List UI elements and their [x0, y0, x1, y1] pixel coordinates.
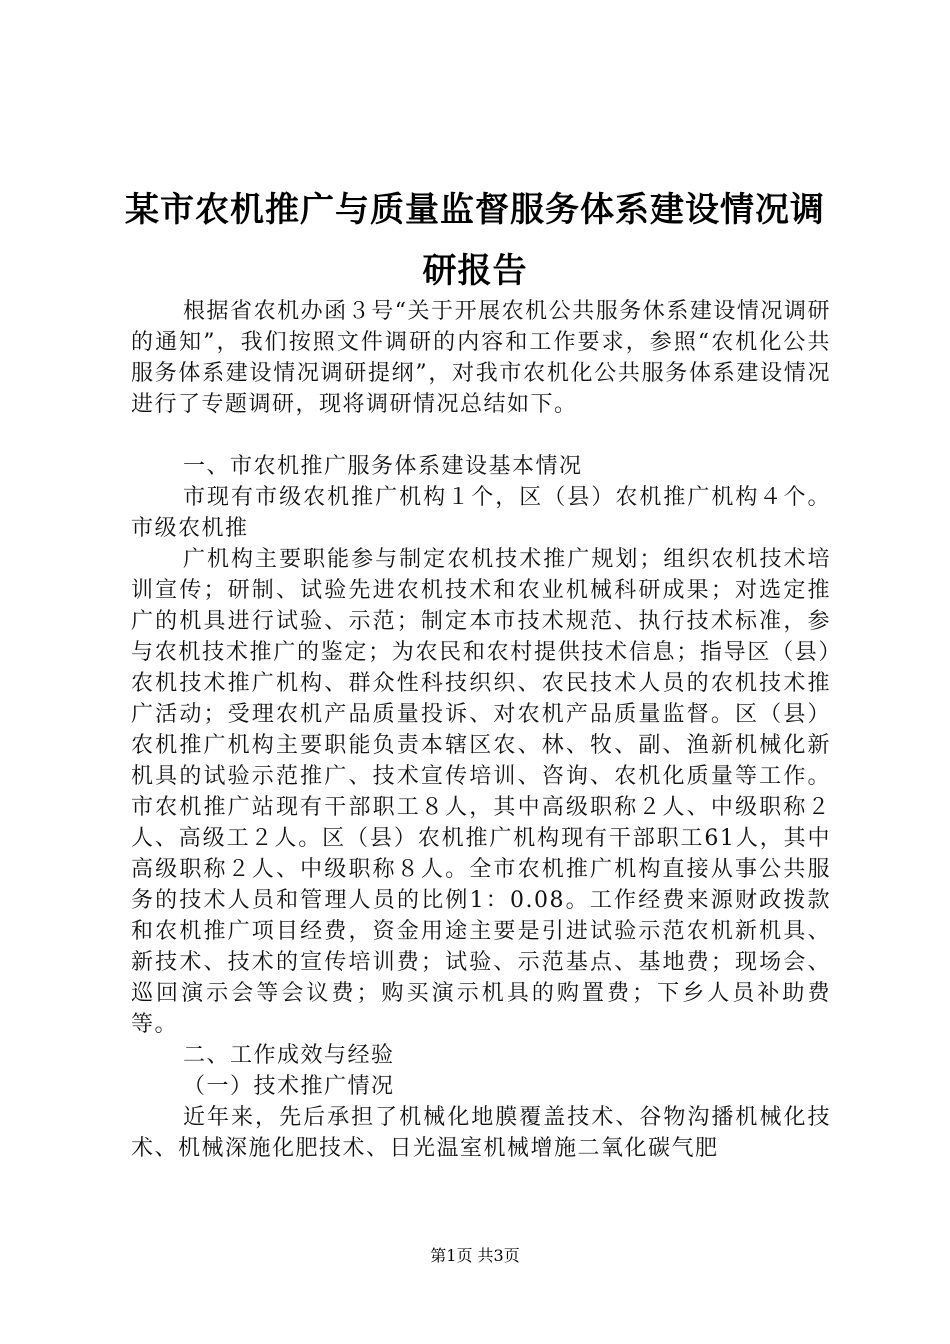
section-1-paragraph-2: 广机构主要职能参与制定农机技术推广规划；组织农机技术培训宣传；研制、试验先进农机技术和农业机械科研成果；对选定推广的机具进行试验、示范；制定本市技术规范、执行技术标准，参与农机技术推广的鉴定；为农民和农村提供技术信息；指导区（县）农机技术推广机构、群众性科技织织、农民技术人员的农机技术推广活动；受理农机产品质量投诉、对农机产品质量监督。区（县）农机推广机构主要职能负责本辖区农、林、牧、副、渔新机械化新机具的试验示范推广、技术宣传培训、咨询、农机化质量等工作。市农机推广站现有干部职工８人，其中高级职称２人、中级职称２人、高级工２人。区（县）农机推广机构现有干部职工61人，其中高级职称２人、中级职称８人。全市农机推广机构直接从事公共服务的技术人员和管理人员的比例1：0.08。工作经费来源财政拨款和农机推广项目经费，资金用途主要是引进试验示范农机新机具、新技术、技术的宣传培训费；试验、示范基点、基地费；现场会、巡回演示会等会议费；购买演示机具的购置费；下乡人员补助费等。	[131, 547, 831, 1037]
section-2-heading: 二、工作成效与经验	[183, 1043, 395, 1068]
section-1-paragraph-1: 市现有市级农机推广机构１个，区（县）农机推广机构４个。市级农机推	[131, 485, 831, 541]
section-2-subheading-1: （一）技术推广情况	[183, 1074, 395, 1099]
document-body	[131, 296, 831, 1164]
section-1-heading: 一、市农机推广服务体系建设基本情况	[183, 454, 583, 479]
intro-paragraph: 根据省农机办函３号“关于开展农机公共服务休系建设情况调研的通知”，我们按照文件调研的内容和工作要求，参照“农机化公共服务体系建设情况调研提纲”，对我市农机化公共服务体系建设情况进行了专题调研，现将调研情况总结如下。	[131, 299, 831, 417]
page-footer: 第1页 共3页	[430, 1246, 520, 1265]
document-title-line-1: 某市农机推广与质量监督服务体系建设情况调	[125, 190, 825, 230]
section-2-paragraph-1: 近年来，先后承担了机械化地膜覆盖技术、谷物沟播机械化技术、机械深施化肥技术、日光温室机械增施二氧化碳气肥	[131, 1105, 831, 1161]
document-title-line-2: 研报告	[422, 251, 528, 291]
